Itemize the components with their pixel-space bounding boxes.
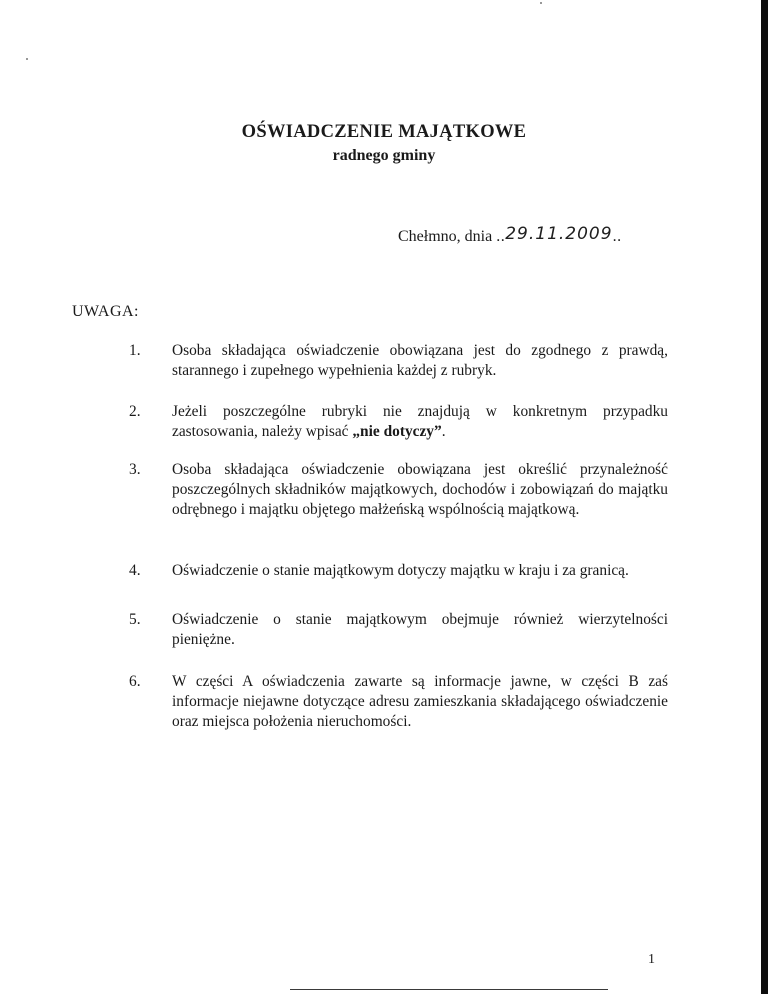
page-number: 1 [648,952,655,967]
place-label: Chełmno, dnia [398,228,493,245]
notice-item-text: Oświadczenie o stanie majątkowym dotyczy majątku w kraju i za granicą. [172,562,629,579]
date-dots-leading: .. [496,228,506,245]
scan-speck [26,58,28,60]
notice-item-text: Osoba składająca oświadczenie obowiązana jest do zgodnego z prawdą, starannego i zupełnego wypełnienia każdej z rubryk. [172,342,668,379]
document-title: OŚWIADCZENIE MAJĄTKOWE [241,122,527,142]
notice-heading: UWAGA: [72,303,139,320]
notice-item-text [172,402,668,442]
scan-speck [540,2,542,4]
notice-item-text-part: Jeżeli poszczególne rubryki nie znajdują w konkretnym przypadku zastosowania, należy wpisać [172,403,668,440]
notice-item-text: Osoba składająca oświadczenie obowiązana jest określić przynależność poszczególnych składników majątkowych, dochodów i zobowiązań do majątku odrębnego i majątku objętego małżeńską wspólnością majątkową. [172,461,668,518]
notice-item-number: 5. [129,611,141,628]
document-subtitle: radnego gminy [332,147,436,164]
notice-item-text-part: . [441,423,446,440]
notice-item-number: 3. [129,461,141,478]
notice-item-number: 6. [129,673,141,690]
notice-item-text: W części A oświadczenia zawarte są informacje jawne, w części B zaś informacje niejawne dotyczące adresu zamieszkania składającego oświadczenie oraz miejsca położenia nieruchomości. [172,673,668,730]
notice-item-number: 2. [129,403,141,420]
date-dots-trailing: .. [612,228,622,245]
notice-item-text: Oświadczenie o stanie majątkowym obejmuje również wierzytelności pieniężne. [172,611,668,648]
handwritten-date: 29.11.2009 [505,224,613,244]
bottom-rule [290,989,608,990]
notice-item-number: 1. [129,342,141,359]
notice-item-emphasis: „nie dotyczy” [352,423,442,440]
place-and-date [398,226,622,246]
notice-item-number: 4. [129,562,141,579]
